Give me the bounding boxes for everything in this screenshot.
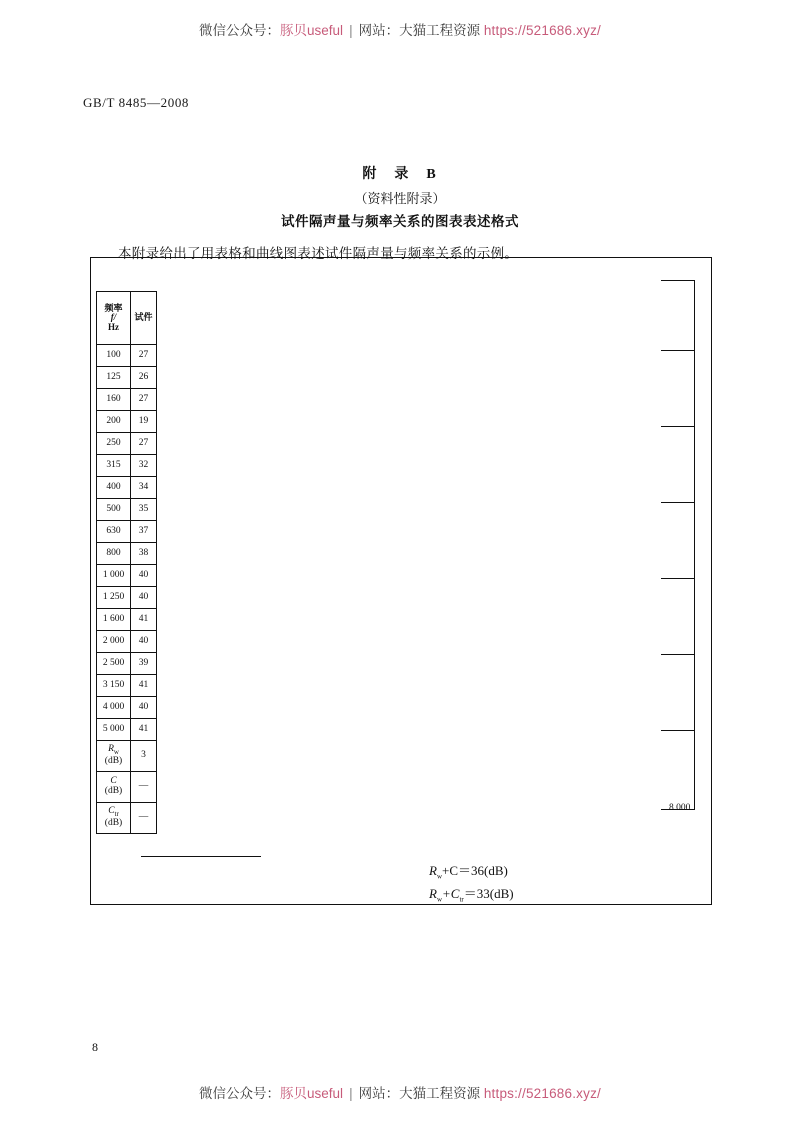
formula-rw-plus-c (429, 860, 508, 881)
table-row (97, 565, 157, 587)
c-symbol: C (110, 776, 117, 787)
header-freq-line3: Hz (108, 321, 119, 332)
page-number: 8 (92, 1040, 98, 1054)
axis-tick (661, 502, 695, 503)
axis-tick (661, 280, 695, 281)
cell-frequency: 500 (97, 499, 131, 521)
table-row (97, 455, 157, 477)
cell-frequency: 2 000 (97, 631, 131, 653)
watermark-url: https://521686.xyz/ (483, 1086, 601, 1101)
table-header-specimen: 试件 (131, 292, 157, 345)
table-summary-row (97, 741, 157, 772)
cell-frequency: 1 000 (97, 565, 131, 587)
cell-frequency: 315 (97, 455, 131, 477)
watermark-separator: | (349, 1086, 353, 1101)
cell-frequency: 630 (97, 521, 131, 543)
cell-rw-value: 3 (131, 741, 157, 772)
cell-c-label (97, 772, 131, 803)
table-row (97, 477, 157, 499)
header-freq-line2: f/ (110, 312, 117, 323)
rw-subscript: w (113, 748, 119, 757)
cell-value: 38 (131, 543, 157, 565)
cell-frequency: 125 (97, 367, 131, 389)
table-summary-row (97, 803, 157, 834)
ctr-subscript: tr (114, 810, 119, 819)
cell-ctr-label (97, 803, 131, 834)
chart-right-axis (661, 280, 701, 810)
table-body (97, 292, 157, 834)
cell-value: 39 (131, 653, 157, 675)
axis-tick (661, 578, 695, 579)
header-freq-line1: 频率 (104, 302, 123, 313)
formula2-tail: ＝33(dB) (463, 886, 514, 901)
rw-unit: (dB) (104, 755, 123, 766)
cell-value: 35 (131, 499, 157, 521)
watermark-account-name: 豚贝useful (280, 1086, 344, 1101)
cell-rw-label (97, 741, 131, 772)
formula-rw-plus-ctr (429, 883, 514, 904)
cell-value: 40 (131, 587, 157, 609)
cell-frequency: 200 (97, 411, 131, 433)
annex-intro-paragraph: 本附录给出了用表格和曲线图表述试件隔声量与频率关系的示例。 (118, 246, 519, 261)
standard-number: GB/T 8485—2008 (83, 95, 190, 110)
ctr-symbol: C (108, 806, 115, 817)
cell-value: 32 (131, 455, 157, 477)
cell-frequency: 400 (97, 477, 131, 499)
cell-value: 27 (131, 433, 157, 455)
formula1-rest: +C＝36(dB) (442, 863, 508, 878)
table-row (97, 345, 157, 367)
watermark-url: https://521686.xyz/ (483, 23, 601, 38)
axis-tick (661, 654, 695, 655)
cell-frequency: 100 (97, 345, 131, 367)
cell-value: 37 (131, 521, 157, 543)
cell-value: 41 (131, 609, 157, 631)
annex-title: 附 录 B (362, 167, 438, 182)
formula2-subscript: w (436, 895, 443, 904)
cell-frequency: 4 000 (97, 697, 131, 719)
table-summary-row (97, 772, 157, 803)
cell-value: 19 (131, 411, 157, 433)
annex-subtitle: （资料性附录） (354, 191, 446, 206)
cell-c-value: — (131, 772, 157, 803)
cell-frequency: 800 (97, 543, 131, 565)
table-row (97, 697, 157, 719)
table-row (97, 653, 157, 675)
cell-value: 40 (131, 565, 157, 587)
cell-value: 34 (131, 477, 157, 499)
axis-tick (661, 426, 695, 427)
watermark-separator: | (349, 23, 353, 38)
cell-value: 41 (131, 719, 157, 741)
annex-heading: 试件隔声量与频率关系的图表表述格式 (281, 214, 519, 229)
table-bottom-rule (141, 856, 261, 857)
cell-value: 27 (131, 345, 157, 367)
table-row (97, 631, 157, 653)
table-row (97, 389, 157, 411)
cell-frequency: 1 600 (97, 609, 131, 631)
watermark-account-label: 微信公众号： (199, 23, 281, 38)
formula2-subscript2: tr (459, 895, 464, 904)
cell-value: 26 (131, 367, 157, 389)
cell-frequency: 5 000 (97, 719, 131, 741)
table-header-frequency (97, 292, 131, 345)
cell-value: 40 (131, 697, 157, 719)
watermark-site-label: 网站： (358, 1086, 400, 1101)
cell-frequency: 1 250 (97, 587, 131, 609)
watermark-account-name: 豚贝useful (280, 23, 344, 38)
watermark-site-name: 大猫工程资源 (399, 23, 481, 38)
cell-value: 41 (131, 675, 157, 697)
table-row (97, 367, 157, 389)
watermark-top (0, 19, 800, 39)
rw-symbol: R (108, 744, 114, 755)
cell-frequency: 3 150 (97, 675, 131, 697)
c-unit: (dB) (104, 786, 123, 796)
formula1-subscript: w (436, 872, 443, 881)
table-row (97, 675, 157, 697)
table-row (97, 719, 157, 741)
watermark-site-label: 网站： (358, 23, 400, 38)
table-row (97, 521, 157, 543)
cell-frequency: 160 (97, 389, 131, 411)
table-row (97, 587, 157, 609)
figure-frame (90, 257, 712, 905)
cell-frequency: 2 500 (97, 653, 131, 675)
table-row (97, 411, 157, 433)
axis-tick (661, 730, 695, 731)
cell-frequency: 250 (97, 433, 131, 455)
table-row (97, 543, 157, 565)
formula2-symbol: R (429, 886, 437, 901)
axis-tick (661, 350, 695, 351)
measurement-table (96, 291, 157, 834)
watermark-bottom (0, 1082, 800, 1102)
formula1-symbol: R (429, 863, 437, 878)
watermark-site-name: 大猫工程资源 (399, 1086, 481, 1101)
cell-value: 27 (131, 389, 157, 411)
table-row (97, 433, 157, 455)
cell-value: 40 (131, 631, 157, 653)
ctr-unit: (dB) (104, 817, 123, 828)
table-row (97, 499, 157, 521)
watermark-account-label: 微信公众号： (199, 1086, 281, 1101)
formula2-rest: +C (442, 886, 460, 901)
table-row (97, 609, 157, 631)
axis-label-8000: 8 000 (669, 803, 691, 813)
cell-ctr-value: — (131, 803, 157, 834)
table-header-row (97, 292, 157, 345)
